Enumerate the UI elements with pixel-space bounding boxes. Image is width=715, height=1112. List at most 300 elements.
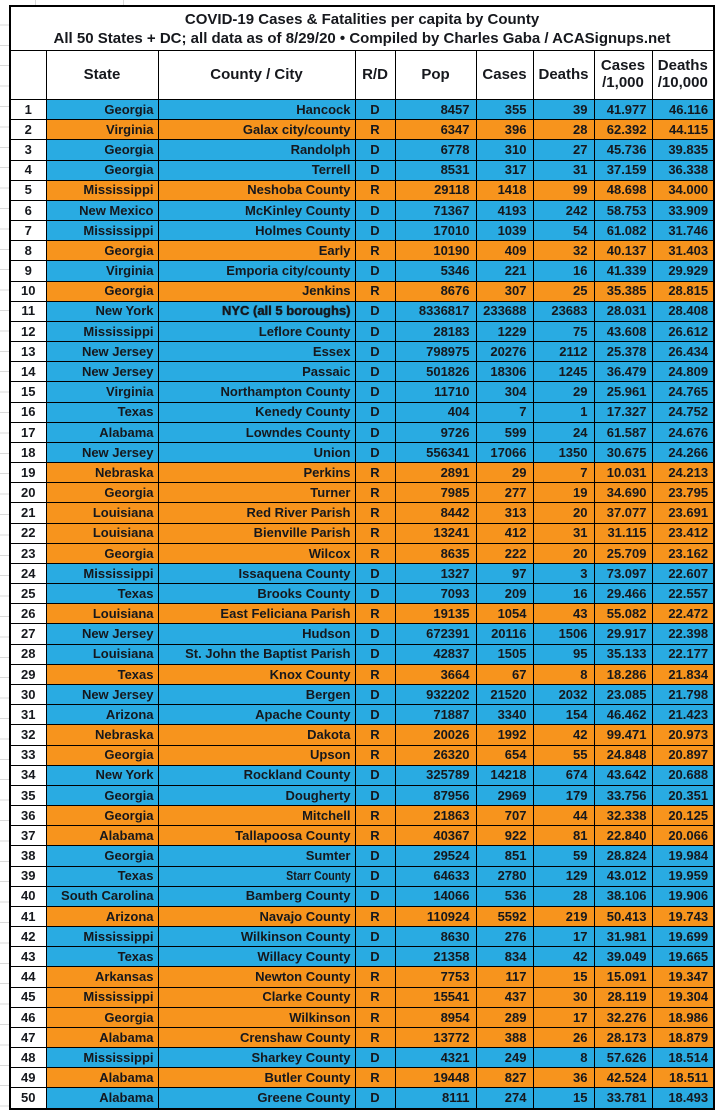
cell-party: D: [355, 160, 395, 180]
cell-cases-per-1000: 25.709: [594, 543, 652, 563]
cell-party: D: [355, 221, 395, 241]
cell-state: Georgia: [46, 483, 158, 503]
cell-state: New York: [46, 301, 158, 321]
cell-pop: 1327: [395, 563, 476, 583]
cell-party: D: [355, 100, 395, 120]
cell-state: Virginia: [46, 120, 158, 140]
cell-deaths-per-10000: 36.338: [652, 160, 714, 180]
cell-cases: 21520: [476, 684, 533, 704]
cell-deaths-per-10000: 20.688: [652, 765, 714, 785]
cell-state: Alabama: [46, 1027, 158, 1047]
cell-cases-per-1000: 45.736: [594, 140, 652, 160]
cell-state: Georgia: [46, 160, 158, 180]
cell-state: South Carolina: [46, 886, 158, 906]
table-row: [10, 664, 714, 684]
cell-state: Alabama: [46, 1068, 158, 1088]
cell-deaths-per-10000: 18.493: [652, 1088, 714, 1109]
table-row: [10, 523, 714, 543]
header-cases: Cases: [476, 51, 533, 100]
cell-deaths-per-10000: 44.115: [652, 120, 714, 140]
cell-party: D: [355, 705, 395, 725]
cell-county: Wilkinson: [158, 1007, 355, 1027]
cell-cases: 437: [476, 987, 533, 1007]
cell-deaths: 674: [533, 765, 594, 785]
cell-rank: 16: [10, 402, 46, 422]
cell-cases: 289: [476, 1007, 533, 1027]
cell-cases-per-1000: 17.327: [594, 402, 652, 422]
cell-cases: 29: [476, 463, 533, 483]
cell-state: Georgia: [46, 241, 158, 261]
cell-party: D: [355, 362, 395, 382]
cell-rank: 47: [10, 1027, 46, 1047]
cell-pop: 13772: [395, 1027, 476, 1047]
cell-party: R: [355, 281, 395, 301]
cell-cases-per-1000: 61.082: [594, 221, 652, 241]
table-row: [10, 160, 714, 180]
cell-cases-per-1000: 15.091: [594, 967, 652, 987]
cell-county: Turner: [158, 483, 355, 503]
cell-deaths: 26: [533, 1027, 594, 1047]
cell-cases: 18306: [476, 362, 533, 382]
cell-party: R: [355, 806, 395, 826]
header-county: County / City: [158, 51, 355, 100]
cell-pop: 71887: [395, 705, 476, 725]
cell-state: Georgia: [46, 1007, 158, 1027]
cell-deaths: 8: [533, 664, 594, 684]
cell-county: Wilcox: [158, 543, 355, 563]
cell-deaths: 1245: [533, 362, 594, 382]
cell-rank: 3: [10, 140, 46, 160]
cell-rank: 24: [10, 563, 46, 583]
cell-cases: 310: [476, 140, 533, 160]
spreadsheet-left-margin: [0, 5, 9, 1112]
cell-state: Georgia: [46, 140, 158, 160]
cell-deaths: 20: [533, 503, 594, 523]
cell-state: Texas: [46, 866, 158, 886]
cell-deaths: 15: [533, 1088, 594, 1109]
cell-deaths: 1: [533, 402, 594, 422]
cell-party: D: [355, 321, 395, 341]
header-deaths-per-10000-line1: Deaths: [657, 57, 708, 75]
cell-pop: 3664: [395, 664, 476, 684]
county-label: Starr County: [285, 868, 351, 884]
cell-deaths: 16: [533, 261, 594, 281]
cell-cases-per-1000: 41.977: [594, 100, 652, 120]
cell-county: Lowndes County: [158, 422, 355, 442]
cell-cases-per-1000: 28.119: [594, 987, 652, 1007]
cell-county: Bienville Parish: [158, 523, 355, 543]
cell-cases-per-1000: 46.462: [594, 705, 652, 725]
cell-rank: 50: [10, 1088, 46, 1109]
table-row: [10, 684, 714, 704]
cell-party: D: [355, 200, 395, 220]
cell-party: D: [355, 584, 395, 604]
cell-deaths: 75: [533, 321, 594, 341]
cell-party: R: [355, 241, 395, 261]
cell-county: Wilkinson County: [158, 927, 355, 947]
cell-rank: 2: [10, 120, 46, 140]
cell-state: Mississippi: [46, 1048, 158, 1068]
table-row: [10, 362, 714, 382]
cell-state: Nebraska: [46, 463, 158, 483]
cell-rank: 1: [10, 100, 46, 120]
cell-deaths-per-10000: 20.351: [652, 785, 714, 805]
cell-deaths: 15: [533, 967, 594, 987]
cell-pop: 87956: [395, 785, 476, 805]
cell-cases: 276: [476, 927, 533, 947]
cell-deaths-per-10000: 33.909: [652, 200, 714, 220]
cell-state: Arizona: [46, 705, 158, 725]
cell-cases-per-1000: 37.077: [594, 503, 652, 523]
cell-cases: 222: [476, 543, 533, 563]
cell-pop: 4321: [395, 1048, 476, 1068]
cell-pop: 501826: [395, 362, 476, 382]
cell-deaths-per-10000: 22.398: [652, 624, 714, 644]
cell-cases: 834: [476, 947, 533, 967]
cell-county: Emporia city/county: [158, 261, 355, 281]
cell-pop: 8442: [395, 503, 476, 523]
cell-deaths-per-10000: 19.699: [652, 927, 714, 947]
table-row: [10, 644, 714, 664]
cell-deaths-per-10000: 18.511: [652, 1068, 714, 1088]
cell-pop: 7985: [395, 483, 476, 503]
cell-rank: 28: [10, 644, 46, 664]
cell-cases: 317: [476, 160, 533, 180]
cell-cases-per-1000: 35.385: [594, 281, 652, 301]
cell-deaths-per-10000: 24.809: [652, 362, 714, 382]
table-row: [10, 241, 714, 261]
table-row: [10, 725, 714, 745]
cell-county: Bamberg County: [158, 886, 355, 906]
cell-party: D: [355, 342, 395, 362]
cell-cases-per-1000: 39.049: [594, 947, 652, 967]
header-rownum: [10, 51, 46, 100]
cell-cases: 4193: [476, 200, 533, 220]
cell-pop: 21358: [395, 947, 476, 967]
cell-deaths-per-10000: 24.213: [652, 463, 714, 483]
cell-party: D: [355, 785, 395, 805]
cell-cases: 412: [476, 523, 533, 543]
cell-pop: 110924: [395, 906, 476, 926]
table-subtitle-row: [10, 29, 714, 51]
cell-cases: 67: [476, 664, 533, 684]
cell-deaths-per-10000: 31.746: [652, 221, 714, 241]
cell-deaths-per-10000: 28.408: [652, 301, 714, 321]
cell-party: D: [355, 1048, 395, 1068]
cell-deaths: 7: [533, 463, 594, 483]
cell-cases: 5592: [476, 906, 533, 926]
cell-rank: 33: [10, 745, 46, 765]
cell-rank: 14: [10, 362, 46, 382]
cell-deaths-per-10000: 23.162: [652, 543, 714, 563]
cell-cases-per-1000: 62.392: [594, 120, 652, 140]
cell-rank: 17: [10, 422, 46, 442]
cell-party: D: [355, 624, 395, 644]
cell-state: Mississippi: [46, 180, 158, 200]
cell-state: Georgia: [46, 281, 158, 301]
cell-cases-per-1000: 34.690: [594, 483, 652, 503]
cell-party: R: [355, 725, 395, 745]
cell-deaths-per-10000: 23.412: [652, 523, 714, 543]
cell-state: Louisiana: [46, 523, 158, 543]
table-row: [10, 806, 714, 826]
cell-deaths: 154: [533, 705, 594, 725]
cell-cases: 249: [476, 1048, 533, 1068]
cell-county: Upson: [158, 745, 355, 765]
cell-deaths: 30: [533, 987, 594, 1007]
cell-pop: 40367: [395, 826, 476, 846]
cell-pop: 8630: [395, 927, 476, 947]
cell-county: McKinley County: [158, 200, 355, 220]
cell-state: Louisiana: [46, 604, 158, 624]
cell-deaths-per-10000: 23.691: [652, 503, 714, 523]
cell-party: R: [355, 483, 395, 503]
cell-deaths-per-10000: 24.752: [652, 402, 714, 422]
cell-deaths-per-10000: 19.304: [652, 987, 714, 1007]
cell-party: D: [355, 382, 395, 402]
cell-rank: 29: [10, 664, 46, 684]
cell-county: [158, 866, 355, 886]
cell-party: D: [355, 765, 395, 785]
cell-county: Crenshaw County: [158, 1027, 355, 1047]
cell-pop: 13241: [395, 523, 476, 543]
cell-county: St. John the Baptist Parish: [158, 644, 355, 664]
cell-pop: 5346: [395, 261, 476, 281]
cell-rank: 39: [10, 866, 46, 886]
cell-party: R: [355, 180, 395, 200]
header-deaths-per-10000: [652, 51, 714, 100]
cell-party: R: [355, 745, 395, 765]
cell-county: Perkins: [158, 463, 355, 483]
cell-party: D: [355, 140, 395, 160]
cell-deaths: 179: [533, 785, 594, 805]
cell-county: Hudson: [158, 624, 355, 644]
cell-deaths-per-10000: 19.743: [652, 906, 714, 926]
cell-deaths-per-10000: 24.266: [652, 442, 714, 462]
cell-county: Mitchell: [158, 806, 355, 826]
cell-party: R: [355, 503, 395, 523]
cell-cases-per-1000: 57.626: [594, 1048, 652, 1068]
cell-county: Navajo County: [158, 906, 355, 926]
table-row: [10, 1027, 714, 1047]
cell-county: Rockland County: [158, 765, 355, 785]
table-row: [10, 301, 714, 321]
cell-cases: 307: [476, 281, 533, 301]
cell-deaths: 28: [533, 120, 594, 140]
cell-deaths: 39: [533, 100, 594, 120]
cell-deaths: 23683: [533, 301, 594, 321]
cell-cases: 599: [476, 422, 533, 442]
cell-pop: 7093: [395, 584, 476, 604]
cell-rank: 11: [10, 301, 46, 321]
cell-county: Newton County: [158, 967, 355, 987]
cell-deaths-per-10000: 24.765: [652, 382, 714, 402]
cell-state: Arkansas: [46, 967, 158, 987]
cell-rank: 19: [10, 463, 46, 483]
cell-deaths-per-10000: 19.347: [652, 967, 714, 987]
cell-state: Mississippi: [46, 321, 158, 341]
cell-county: Galax city/county: [158, 120, 355, 140]
cell-rank: 45: [10, 987, 46, 1007]
cell-cases-per-1000: 37.159: [594, 160, 652, 180]
cell-pop: 404: [395, 402, 476, 422]
cell-rank: 12: [10, 321, 46, 341]
cell-cases-per-1000: 55.082: [594, 604, 652, 624]
cell-rank: 30: [10, 684, 46, 704]
table-row: [10, 947, 714, 967]
cell-pop: 9726: [395, 422, 476, 442]
cell-deaths-per-10000: 20.066: [652, 826, 714, 846]
cell-deaths-per-10000: 18.986: [652, 1007, 714, 1027]
cell-pop: 15541: [395, 987, 476, 1007]
cell-county: Dougherty: [158, 785, 355, 805]
cell-cases: 827: [476, 1068, 533, 1088]
cell-cases-per-1000: 58.753: [594, 200, 652, 220]
cell-cases-per-1000: 43.012: [594, 866, 652, 886]
cell-party: R: [355, 906, 395, 926]
table-row: [10, 503, 714, 523]
table-row: [10, 765, 714, 785]
cell-cases-per-1000: 25.378: [594, 342, 652, 362]
cell-cases: 2780: [476, 866, 533, 886]
cell-cases: 277: [476, 483, 533, 503]
table-title: COVID-19 Cases & Fatalities per capita by County: [10, 6, 714, 29]
table-row: [10, 140, 714, 160]
cell-pop: 7753: [395, 967, 476, 987]
cell-cases: 1229: [476, 321, 533, 341]
cell-rank: 15: [10, 382, 46, 402]
cell-county: Northampton County: [158, 382, 355, 402]
cell-cases: 707: [476, 806, 533, 826]
cell-rank: 36: [10, 806, 46, 826]
cell-rank: 26: [10, 604, 46, 624]
cell-pop: 64633: [395, 866, 476, 886]
cell-state: Mississippi: [46, 563, 158, 583]
cell-cases: 1505: [476, 644, 533, 664]
table-row: [10, 624, 714, 644]
cell-county: Willacy County: [158, 947, 355, 967]
table-row: [10, 584, 714, 604]
cell-party: D: [355, 684, 395, 704]
cell-deaths-per-10000: 19.984: [652, 846, 714, 866]
table-row: [10, 321, 714, 341]
cell-rank: 22: [10, 523, 46, 543]
cell-cases-per-1000: 23.085: [594, 684, 652, 704]
table-row: [10, 100, 714, 120]
cell-cases-per-1000: 29.917: [594, 624, 652, 644]
cell-deaths-per-10000: 22.472: [652, 604, 714, 624]
cell-cases-per-1000: 73.097: [594, 563, 652, 583]
cell-cases-per-1000: 28.031: [594, 301, 652, 321]
cell-party: R: [355, 664, 395, 684]
cell-state: Texas: [46, 664, 158, 684]
cell-cases-per-1000: 35.133: [594, 644, 652, 664]
cell-state: Georgia: [46, 806, 158, 826]
cell-state: New Jersey: [46, 684, 158, 704]
cell-state: Mississippi: [46, 927, 158, 947]
cell-deaths-per-10000: 21.423: [652, 705, 714, 725]
cell-cases: 117: [476, 967, 533, 987]
cell-deaths: 17: [533, 927, 594, 947]
cell-deaths: 28: [533, 886, 594, 906]
cell-deaths-per-10000: 21.834: [652, 664, 714, 684]
cell-state: Georgia: [46, 543, 158, 563]
cell-cases-per-1000: 38.106: [594, 886, 652, 906]
table-row: [10, 846, 714, 866]
cell-party: R: [355, 1068, 395, 1088]
cell-rank: 27: [10, 624, 46, 644]
cell-cases: 17066: [476, 442, 533, 462]
cell-party: D: [355, 947, 395, 967]
cell-pop: 26320: [395, 745, 476, 765]
cell-deaths: 1506: [533, 624, 594, 644]
table-row: [10, 221, 714, 241]
cell-cases: 1992: [476, 725, 533, 745]
cell-party: D: [355, 422, 395, 442]
cell-pop: 6347: [395, 120, 476, 140]
cell-party: R: [355, 1007, 395, 1027]
table-subtitle: All 50 States + DC; all data as of 8/29/20 • Compiled by Charles Gaba / ACASignups.net: [10, 29, 714, 51]
cell-state: Arizona: [46, 906, 158, 926]
table-row: [10, 563, 714, 583]
cell-state: New Jersey: [46, 624, 158, 644]
table-row: [10, 402, 714, 422]
cell-deaths-per-10000: 20.897: [652, 745, 714, 765]
cell-deaths: 31: [533, 160, 594, 180]
cell-rank: 38: [10, 846, 46, 866]
cell-rank: 20: [10, 483, 46, 503]
cell-cases-per-1000: 28.824: [594, 846, 652, 866]
cell-county: Kenedy County: [158, 402, 355, 422]
table-title-row: [10, 6, 714, 29]
cell-party: D: [355, 301, 395, 321]
cell-state: New Jersey: [46, 362, 158, 382]
cell-cases: 654: [476, 745, 533, 765]
cell-rank: 48: [10, 1048, 46, 1068]
cell-cases: 851: [476, 846, 533, 866]
cell-cases: 313: [476, 503, 533, 523]
cell-deaths: 29: [533, 382, 594, 402]
cell-county: Union: [158, 442, 355, 462]
cell-rank: 10: [10, 281, 46, 301]
cell-cases-per-1000: 48.698: [594, 180, 652, 200]
cell-deaths: 81: [533, 826, 594, 846]
cell-cases: 304: [476, 382, 533, 402]
cell-state: Alabama: [46, 826, 158, 846]
cell-deaths: 24: [533, 422, 594, 442]
cell-pop: 8676: [395, 281, 476, 301]
cell-party: D: [355, 644, 395, 664]
cell-deaths: 219: [533, 906, 594, 926]
cell-cases-per-1000: 40.137: [594, 241, 652, 261]
cell-pop: 672391: [395, 624, 476, 644]
cell-deaths-per-10000: 19.906: [652, 886, 714, 906]
cell-state: Georgia: [46, 745, 158, 765]
cell-county: Clarke County: [158, 987, 355, 1007]
table-row: [10, 382, 714, 402]
cell-rank: 44: [10, 967, 46, 987]
table-row: [10, 463, 714, 483]
cell-cases-per-1000: 99.471: [594, 725, 652, 745]
cell-county: Apache County: [158, 705, 355, 725]
cell-deaths: 8: [533, 1048, 594, 1068]
cell-rank: 4: [10, 160, 46, 180]
cell-cases: 1418: [476, 180, 533, 200]
table-row: [10, 342, 714, 362]
cell-party: D: [355, 261, 395, 281]
cell-cases-per-1000: 32.276: [594, 1007, 652, 1027]
cell-cases-per-1000: 24.848: [594, 745, 652, 765]
